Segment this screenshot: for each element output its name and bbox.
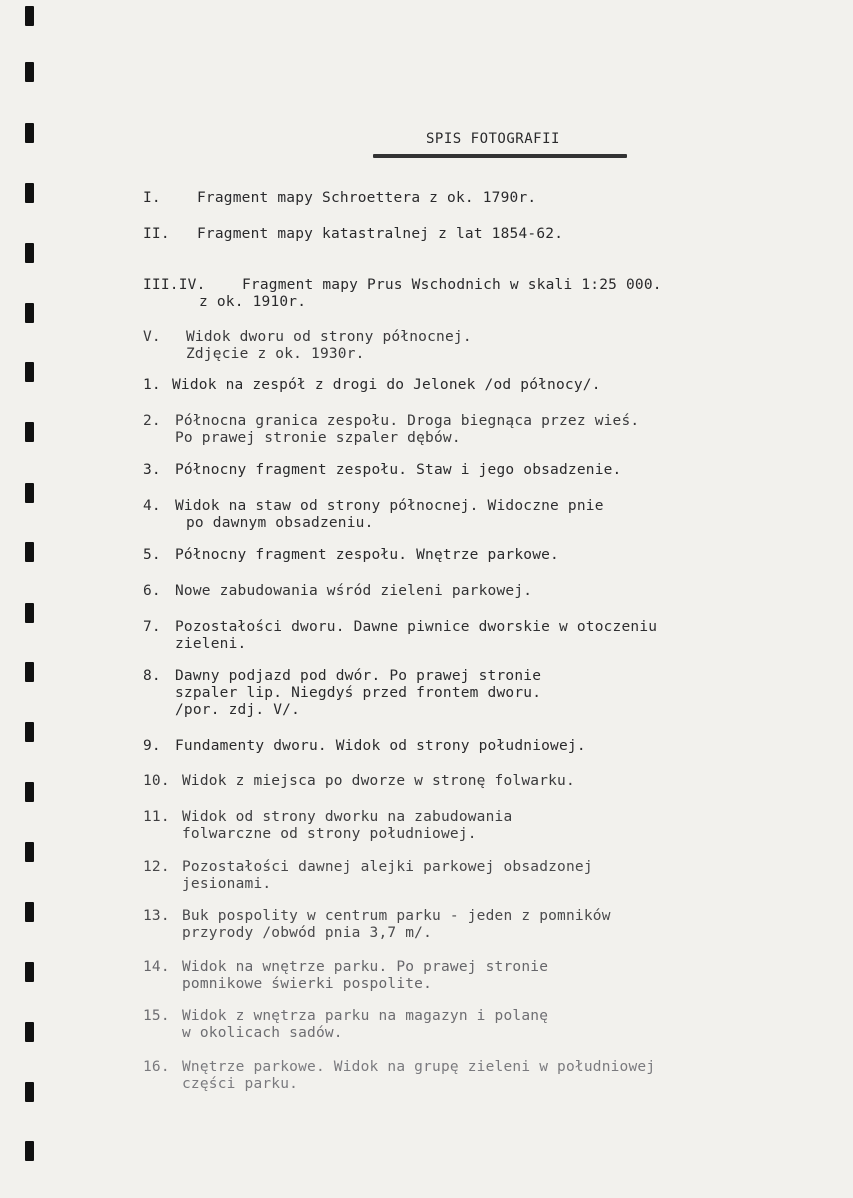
punch-hole xyxy=(25,243,34,263)
punch-hole xyxy=(25,842,34,862)
item-number: 12. xyxy=(143,859,170,875)
item-number: I. xyxy=(143,190,161,206)
item-number: 9. xyxy=(143,738,161,754)
item-description-line: jesionami. xyxy=(182,876,272,892)
punch-hole xyxy=(25,722,34,742)
punch-hole xyxy=(25,1141,34,1161)
punch-hole xyxy=(25,303,34,323)
item-description-line: Widok na staw od strony północnej. Widoczne pnie xyxy=(175,498,604,514)
item-description-line: folwarczne od strony południowej. xyxy=(182,826,477,842)
item-description-line: Północny fragment zespołu. Wnętrze parkowe. xyxy=(175,547,559,563)
item-number: 4. xyxy=(143,498,161,514)
item-description-line: pomnikowe świerki pospolite. xyxy=(182,976,433,992)
item-description-line: Północny fragment zespołu. Staw i jego obsadzenie. xyxy=(175,462,622,478)
item-number: 8. xyxy=(143,668,161,684)
item-number: 10. xyxy=(143,773,170,789)
punch-hole xyxy=(25,1022,34,1042)
item-number: 2. xyxy=(143,413,161,429)
page-title: SPIS FOTOGRAFII xyxy=(426,131,560,147)
item-number: 13. xyxy=(143,908,170,924)
item-number: V. xyxy=(143,329,161,345)
item-description-line: Widok od strony dworku na zabudowania xyxy=(182,809,513,825)
item-description-line: części parku. xyxy=(182,1076,299,1092)
punch-hole xyxy=(25,123,34,143)
item-description-line: Widok na zespół z drogi do Jelonek /od północy/. xyxy=(172,377,601,393)
punch-hole xyxy=(25,6,34,26)
title-underline xyxy=(373,154,627,158)
item-description-line: z ok. 1910r. xyxy=(199,294,307,310)
binding-holes xyxy=(0,0,40,1198)
item-description-line: Pozostałości dawnej alejki parkowej obsadzonej xyxy=(182,859,593,875)
item-number: 5. xyxy=(143,547,161,563)
punch-hole xyxy=(25,422,34,442)
punch-hole xyxy=(25,902,34,922)
punch-hole xyxy=(25,1082,34,1102)
item-description-line: Fundamenty dworu. Widok od strony południowej. xyxy=(175,738,586,754)
punch-hole xyxy=(25,362,34,382)
item-description-line: przyrody /obwód pnia 3,7 m/. xyxy=(182,925,433,941)
item-description-line: Widok dworu od strony północnej. xyxy=(186,329,472,345)
item-description-line: Nowe zabudowania wśród zieleni parkowej. xyxy=(175,583,533,599)
item-description-line: /por. zdj. V/. xyxy=(175,702,301,718)
punch-hole xyxy=(25,603,34,623)
punch-hole xyxy=(25,962,34,982)
item-description-line: szpaler lip. Niegdyś przed frontem dworu. xyxy=(175,685,542,701)
punch-hole xyxy=(25,62,34,82)
item-description-line: Zdjęcie z ok. 1930r. xyxy=(186,346,365,362)
item-number: 6. xyxy=(143,583,161,599)
item-description-line: po dawnym obsadzeniu. xyxy=(186,515,374,531)
item-description-line: Pozostałości dworu. Dawne piwnice dworskie w otoczeniu xyxy=(175,619,658,635)
item-number: 3. xyxy=(143,462,161,478)
item-description-line: Wnętrze parkowe. Widok na grupę zieleni w południowej xyxy=(182,1059,656,1075)
item-number: II. xyxy=(143,226,170,242)
punch-hole xyxy=(25,542,34,562)
punch-hole xyxy=(25,782,34,802)
item-description-line: w okolicach sadów. xyxy=(182,1025,343,1041)
item-description-line: Dawny podjazd pod dwór. Po prawej stronie xyxy=(175,668,542,684)
item-description-line: Widok z wnętrza parku na magazyn i polanę xyxy=(182,1008,549,1024)
item-number: 14. xyxy=(143,959,170,975)
item-number: 16. xyxy=(143,1059,170,1075)
item-description-line: zieleni. xyxy=(175,636,247,652)
item-description-line: Fragment mapy katastralnej z lat 1854-62. xyxy=(197,226,564,242)
punch-hole xyxy=(25,183,34,203)
item-description-line: Północna granica zespołu. Droga biegnąca przez wieś. xyxy=(175,413,640,429)
punch-hole xyxy=(25,662,34,682)
item-number: 11. xyxy=(143,809,170,825)
item-description-line: Widok z miejsca po dworze w stronę folwarku. xyxy=(182,773,575,789)
item-description-line: Widok na wnętrze parku. Po prawej stronie xyxy=(182,959,549,975)
item-description-line: Fragment mapy Schroettera z ok. 1790r. xyxy=(197,190,537,206)
item-description-line: Fragment mapy Prus Wschodnich w skali 1:25 000. xyxy=(242,277,662,293)
punch-hole xyxy=(25,483,34,503)
item-number: 7. xyxy=(143,619,161,635)
item-number: III.IV. xyxy=(143,277,206,293)
item-description-line: Buk pospolity w centrum parku - jeden z pomników xyxy=(182,908,611,924)
item-description-line: Po prawej stronie szpaler dębów. xyxy=(175,430,461,446)
item-number: 15. xyxy=(143,1008,170,1024)
item-number: 1. xyxy=(143,377,161,393)
